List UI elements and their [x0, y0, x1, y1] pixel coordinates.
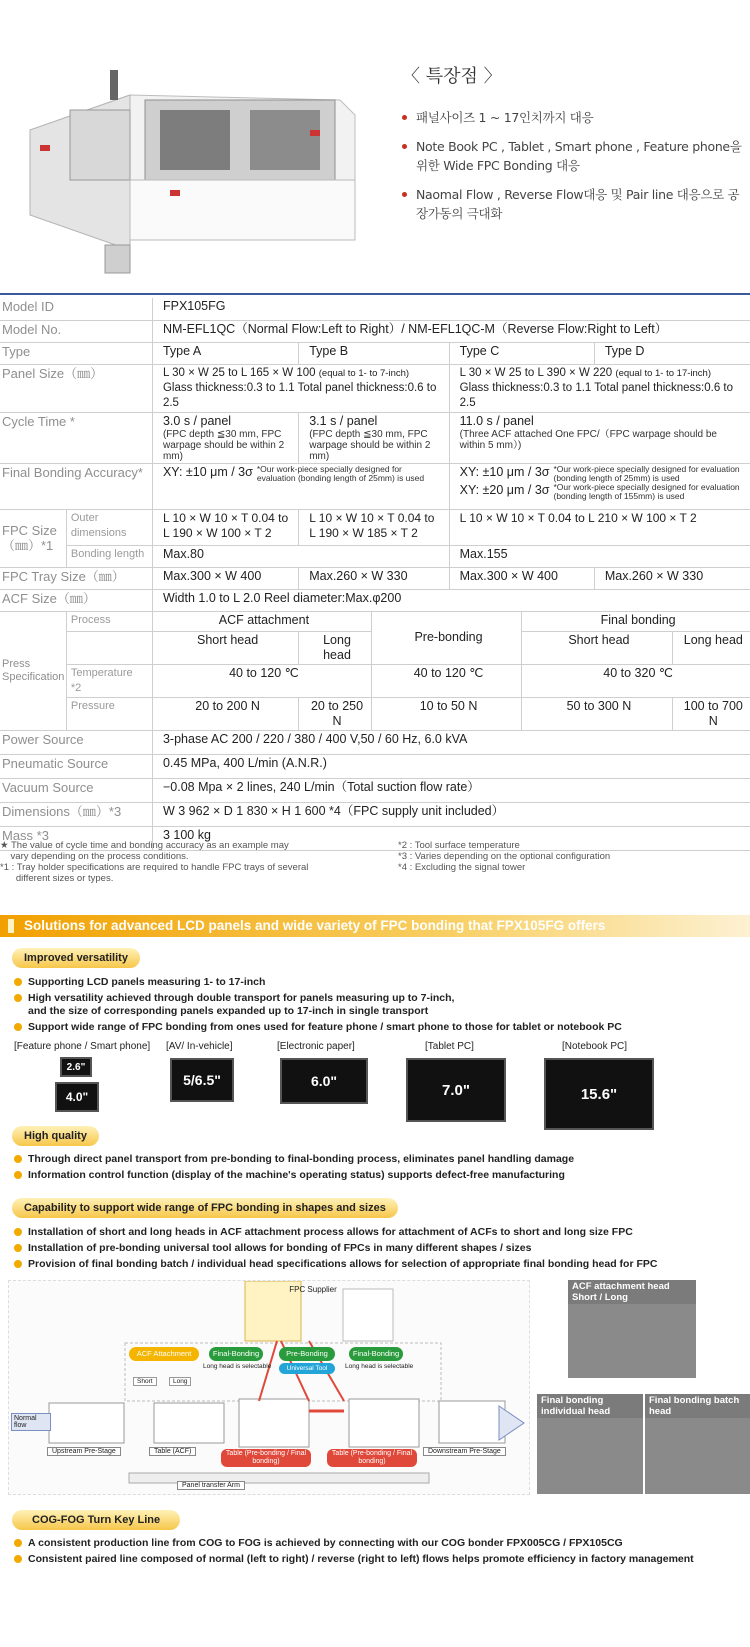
acf-attachment-badge: ACF Attachment [129, 1347, 199, 1361]
spec-value: 3-phase AC 200 / 220 / 380 / 400 V,50 / 60 Hz, 6.0 kVA [152, 730, 750, 754]
spec-value: 0.45 MPa, 400 L/min (A.N.R.) [152, 754, 750, 778]
long-tag: Long [169, 1377, 191, 1386]
spec-label: Cycle Time * [0, 412, 152, 463]
temp-final: 40 to 320 ℃ [522, 664, 750, 697]
notes-right: *2 : Tool surface temperature *3 : Varies depending on the optional configuration *4 : Excluding the signal tower [398, 840, 611, 873]
versatility-list: Supporting LCD panels measuring 1- to 17-inch High versatility achieved through double transport for panels measuring up to 7-inch, and the size of corresponding panels expanded up to 17-inch in single transport Support wide range of FPC bonding from ones used for feature phone / smart phone to those for tablet or notebook PC [12, 976, 742, 1037]
final-bonding-badge: Final-Bonding [349, 1347, 403, 1361]
tray-b: Max.260 × W 330 [299, 567, 449, 589]
features-title: 〈 특장점 〉 [402, 66, 502, 87]
tray-d: Max.260 × W 330 [594, 567, 750, 589]
upstream-label: Upstream Pre-Stage [47, 1447, 121, 1456]
cycle-b: 3.1 s / panel (FPC depth ≦30 mm, FPC warpage should be within 2 mm) [299, 412, 449, 463]
individual-head-photo: Final bonding individual head [537, 1394, 643, 1494]
spec-label: FPC Tray Size（㎜） [0, 567, 152, 589]
type-a: Type A [152, 342, 298, 364]
spec-label: Model ID [0, 298, 152, 320]
fpc-bonding-ab: Max.80 [152, 545, 449, 567]
fpc-bonding-cd: Max.155 [449, 545, 750, 567]
spec-label: Power Source [0, 730, 152, 754]
table-pre-final-label: Table (Pre-bonding / Final bonding) [327, 1449, 417, 1467]
feature-item: 패널사이즈 1 ~ 17인치까지 대응 [402, 108, 742, 127]
features-list [402, 108, 742, 233]
panel-label: [Feature phone / Smart phone] [14, 1041, 151, 1052]
machine-illustration [10, 40, 370, 280]
feature-item: Naomal Flow , Reverse Flow대응 및 Pair line 대응으로 공장가동의 극대화 [402, 185, 742, 223]
cog-list: A consistent production line from COG to FOG is achieved by connecting with our COG bonder FPX005CG / FPX105CG Consistent paired line composed of normal (left to right) / reverse (right to left) flows helps promote efficiency in factory management [12, 1537, 742, 1569]
panel-screen-4-0: 4.0" [55, 1082, 99, 1112]
spec-label: Model No. [0, 320, 152, 342]
table-pre-final-label: Table (Pre-bonding / Final bonding) [221, 1449, 311, 1467]
capability-list: Installation of short and long heads in ACF attachment process allows for attachment of ACFs to short and long size FPC Installation of pre-bonding universal tool allows for bonding of FPCs in many different shapes / sizes Provision of final bonding batch / individual head specifications allows for selection of appropriate final bonding head for FPC [12, 1226, 742, 1274]
cycle-cd: 11.0 s / panel (Three ACF attached One FPC/（FPC warpage should be within 5 mm）) [449, 412, 750, 463]
tray-a: Max.300 × W 400 [152, 567, 298, 589]
fpc-outer-b: L 10 × W 10 × T 0.04 to L 190 × W 185 × T 2 [299, 509, 449, 545]
temp-acf: 40 to 120 ℃ [152, 664, 371, 697]
spec-sublabel: Temperature *2 [66, 664, 152, 697]
process-diagram [8, 1280, 530, 1495]
panel-screen-tablet: 7.0" [406, 1058, 506, 1122]
final-short-head: Short head [522, 631, 672, 664]
fpc-outer-cd: L 10 × W 10 × T 0.04 to L 210 × W 100 × T 2 [449, 509, 750, 545]
pressure-2: 20 to 250 N [299, 697, 372, 730]
spec-sublabel: Bonding length [66, 545, 152, 567]
panel-screen-notebook: 15.6" [544, 1058, 654, 1130]
press-acf: ACF attachment [152, 611, 371, 631]
spec-value: NM-EFL1QC（Normal Flow:Left to Right）/ NM-EFL1QC-M（Reverse Flow:Right to Left） [152, 320, 750, 342]
divider [0, 293, 750, 295]
final-bonding-badge: Final-Bonding [209, 1347, 263, 1361]
long-head-note: Long head is selectable [345, 1363, 414, 1370]
spec-table [0, 298, 750, 851]
temp-pre: 40 to 120 ℃ [371, 664, 521, 697]
versatility-title: Improved versatility [12, 948, 140, 968]
type-c: Type C [449, 342, 594, 364]
final-long-head: Long head [672, 631, 750, 664]
transfer-arm-label: Panel transfer Arm [177, 1481, 245, 1490]
panel-size-cd: L 30 × W 25 to L 390 × W 220 (equal to 1- to 17-inch) Glass thickness:0.3 to 1.1 Total panel thickness:0.6 to 2.5 [449, 364, 750, 412]
panel-screen-av: 5/6.5" [170, 1058, 234, 1102]
spec-sublabel: Process [66, 611, 152, 631]
spec-label: Pneumatic Source [0, 754, 152, 778]
spec-value: −0.08 Mpa × 2 lines, 240 L/min（Total suction flow rate） [152, 778, 750, 802]
normal-flow-label: Normal flow [11, 1413, 51, 1431]
panel-screen-2-6: 2.6" [60, 1057, 92, 1077]
cycle-a: 3.0 s / panel (FPC depth ≦30 mm, FPC warpage should be within 2 mm) [152, 412, 298, 463]
spec-label: Mass *3 [0, 826, 152, 850]
panel-label: [AV/ In-vehicle] [166, 1041, 233, 1052]
spec-sublabel [66, 631, 152, 664]
panel-size-ab: L 30 × W 25 to L 165 × W 100 (equal to 1- to 7-inch) Glass thickness:0.3 to 1.1 Total panel thickness:0.6 to 2.5 [152, 364, 449, 412]
panel-label: [Electronic paper] [277, 1041, 355, 1052]
universal-tool-badge: Universal Tool [279, 1363, 335, 1374]
quality-list: Through direct panel transport from pre-bonding to final-bonding process, eliminates panel handling damage Information control function (display of the machine's operating status) supports defect-free manufacturing [12, 1153, 742, 1185]
spec-label: FPC Size（㎜）*1 [0, 509, 66, 567]
cog-title: COG-FOG Turn Key Line [12, 1510, 180, 1530]
quality-title: High quality [12, 1126, 99, 1146]
type-d: Type D [594, 342, 750, 364]
short-tag: Short [133, 1377, 157, 1386]
notes-left: ★ The value of cycle time and bonding accuracy as an example may vary depending on the process conditions. *1 : Tray holder specifications are required to handle FPC trays of several different sizes or types. [0, 840, 309, 884]
spec-label: Final Bonding Accuracy* [0, 463, 152, 509]
spec-sublabel: Outer dimensions [66, 509, 152, 545]
pre-bonding-badge: Pre-Bonding [279, 1347, 335, 1361]
feature-item: Note Book PC , Tablet , Smart phone , Feature phone을 위한 Wide FPC Bonding 대응 [402, 137, 742, 175]
acf-short-head: Short head [152, 631, 298, 664]
press-final: Final bonding [522, 611, 750, 631]
pressure-5: 100 to 700 N [672, 697, 750, 730]
tray-c: Max.300 × W 400 [449, 567, 594, 589]
acf-long-head: Long head [299, 631, 372, 664]
panel-label: [Tablet PC] [425, 1041, 474, 1052]
spec-label: ACF Size（㎜） [0, 589, 152, 611]
spec-value: 3 100 kg [152, 826, 750, 850]
fpc-outer-a: L 10 × W 10 × T 0.04 to L 190 × W 100 × T 2 [152, 509, 298, 545]
spec-sublabel: Pressure [66, 697, 152, 730]
panel-label: [Notebook PC] [562, 1041, 628, 1052]
pressure-3: 10 to 50 N [371, 697, 521, 730]
type-b: Type B [299, 342, 449, 364]
accuracy-cd: XY: ±10 μm / 3σ *Our work-piece specially designed for evaluation (bonding length of 25mm) is used XY: ±20 μm / 3σ *Our work-piece specially designed for evaluation (bonding length of 155mm) is used [449, 463, 750, 509]
panel-screen-epaper: 6.0" [280, 1058, 368, 1104]
acf-head-photo: ACF attachment head Short / Long [568, 1280, 696, 1378]
spec-label: Press Specification [0, 611, 66, 730]
table-acf-label: Table (ACF) [149, 1447, 196, 1456]
pressure-1: 20 to 200 N [152, 697, 298, 730]
long-head-note: Long head is selectable [203, 1363, 272, 1370]
spec-value: W 3 962 × D 1 830 × H 1 600 *4（FPC supply unit included） [152, 802, 750, 826]
pressure-4: 50 to 300 N [522, 697, 672, 730]
batch-head-photo: Final bonding batch head [645, 1394, 750, 1494]
fpc-supplier-label: FPC Supplier [289, 1285, 337, 1294]
spec-label: Panel Size（㎜） [0, 364, 152, 412]
spec-label: Dimensions（㎜）*3 [0, 802, 152, 826]
spec-value: FPX105FG [152, 298, 750, 320]
spec-value: Width 1.0 to L 2.0 Reel diameter:Max.φ200 [152, 589, 750, 611]
downstream-label: Downstream Pre-Stage [423, 1447, 506, 1456]
solutions-banner: Solutions for advanced LCD panels and wide variety of FPC bonding that FPX105FG offers [0, 915, 750, 937]
spec-label: Type [0, 342, 152, 364]
press-pre: Pre-bonding [371, 611, 521, 664]
capability-title: Capability to support wide range of FPC bonding in shapes and sizes [12, 1198, 398, 1218]
spec-label: Vacuum Source [0, 778, 152, 802]
accuracy-ab: XY: ±10 μm / 3σ *Our work-piece specially designed for evaluation (bonding length of 25mm) is used [152, 463, 449, 509]
